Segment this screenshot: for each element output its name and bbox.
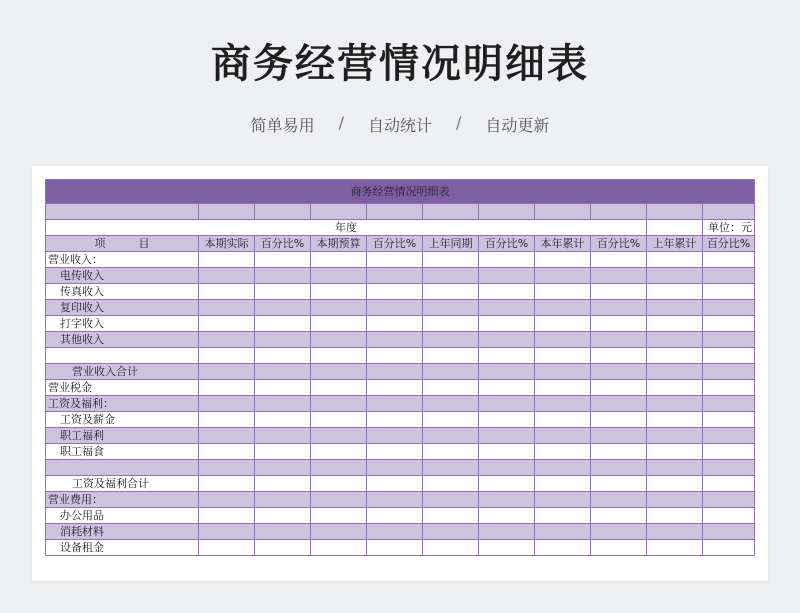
column-header: 上年同期 bbox=[423, 236, 479, 252]
table-cell[interactable] bbox=[367, 492, 423, 508]
table-cell[interactable] bbox=[703, 508, 755, 524]
table-cell[interactable] bbox=[647, 300, 703, 316]
table-cell[interactable] bbox=[311, 460, 367, 476]
table-cell[interactable] bbox=[311, 316, 367, 332]
table-cell[interactable] bbox=[479, 444, 535, 460]
column-header: 百分比% bbox=[703, 236, 755, 252]
table-row bbox=[46, 348, 755, 364]
table-cell[interactable] bbox=[591, 268, 647, 284]
table-cell[interactable] bbox=[311, 396, 367, 412]
table-cell[interactable] bbox=[367, 380, 423, 396]
table-cell[interactable] bbox=[479, 300, 535, 316]
column-header: 百分比% bbox=[591, 236, 647, 252]
table-cell[interactable] bbox=[647, 460, 703, 476]
column-header: 百分比% bbox=[479, 236, 535, 252]
table-cell[interactable] bbox=[535, 204, 591, 220]
table-cell[interactable] bbox=[199, 444, 255, 460]
table-cell[interactable] bbox=[703, 428, 755, 444]
row-label: 其他收入 bbox=[46, 332, 199, 348]
table-cell[interactable] bbox=[647, 332, 703, 348]
table-row bbox=[46, 300, 755, 316]
table-cell[interactable] bbox=[255, 444, 311, 460]
row-label: 电传收入 bbox=[46, 268, 199, 284]
table-cell[interactable] bbox=[423, 444, 479, 460]
row-label: 消耗材料 bbox=[46, 524, 199, 540]
row-label: 办公用品 bbox=[46, 508, 199, 524]
table-cell[interactable] bbox=[647, 540, 703, 556]
table-row bbox=[46, 332, 755, 348]
table-cell[interactable] bbox=[703, 284, 755, 300]
table-cell[interactable] bbox=[703, 364, 755, 380]
table-row bbox=[46, 540, 755, 556]
table-cell[interactable] bbox=[647, 396, 703, 412]
table-cell[interactable] bbox=[423, 396, 479, 412]
table-cell[interactable] bbox=[647, 364, 703, 380]
table-cell[interactable] bbox=[423, 284, 479, 300]
table-banner-title: 商务经营情况明细表 bbox=[46, 180, 755, 204]
table-cell[interactable] bbox=[535, 300, 591, 316]
table-cell[interactable] bbox=[591, 284, 647, 300]
table-cell[interactable] bbox=[423, 332, 479, 348]
table-cell[interactable] bbox=[311, 268, 367, 284]
row-label: 工资及福利合计 bbox=[46, 476, 199, 492]
row-label: 营业收入： bbox=[46, 252, 199, 268]
table-cell[interactable] bbox=[647, 444, 703, 460]
table-cell[interactable] bbox=[535, 508, 591, 524]
table-cell[interactable] bbox=[423, 508, 479, 524]
table-cell[interactable] bbox=[703, 348, 755, 364]
table-cell[interactable] bbox=[367, 332, 423, 348]
row-label: 设备租金 bbox=[46, 540, 199, 556]
table-cell[interactable] bbox=[703, 252, 755, 268]
table-cell[interactable] bbox=[311, 540, 367, 556]
table-cell[interactable] bbox=[423, 364, 479, 380]
table-cell[interactable] bbox=[255, 348, 311, 364]
table-cell[interactable] bbox=[199, 524, 255, 540]
table-cell[interactable] bbox=[479, 396, 535, 412]
table-cell[interactable] bbox=[591, 524, 647, 540]
table-cell[interactable] bbox=[535, 332, 591, 348]
row-label: 营业收入合计 bbox=[46, 364, 199, 380]
table-cell[interactable] bbox=[423, 492, 479, 508]
table-row bbox=[46, 428, 755, 444]
feature-tagline bbox=[0, 113, 800, 136]
table-cell[interactable] bbox=[255, 284, 311, 300]
table-cell[interactable] bbox=[703, 476, 755, 492]
item-column-header: 项 目 bbox=[46, 236, 199, 252]
table-cell[interactable] bbox=[535, 396, 591, 412]
table-cell[interactable] bbox=[591, 444, 647, 460]
table-cell[interactable] bbox=[647, 252, 703, 268]
table-cell[interactable] bbox=[367, 396, 423, 412]
table-cell[interactable] bbox=[647, 492, 703, 508]
table-cell[interactable] bbox=[647, 204, 703, 220]
table-cell[interactable] bbox=[535, 428, 591, 444]
table-cell[interactable] bbox=[535, 364, 591, 380]
table-cell[interactable] bbox=[591, 204, 647, 220]
table-cell[interactable] bbox=[591, 396, 647, 412]
table-cell[interactable] bbox=[703, 396, 755, 412]
table-cell[interactable] bbox=[46, 204, 199, 220]
column-header: 百分比% bbox=[367, 236, 423, 252]
table-cell[interactable] bbox=[367, 252, 423, 268]
table-cell[interactable] bbox=[367, 268, 423, 284]
table-cell[interactable] bbox=[703, 380, 755, 396]
separator: / bbox=[456, 113, 462, 132]
table-cell[interactable] bbox=[479, 204, 535, 220]
table-cell[interactable] bbox=[591, 348, 647, 364]
table-cell[interactable] bbox=[255, 268, 311, 284]
table-cell[interactable] bbox=[479, 380, 535, 396]
table-cell[interactable] bbox=[311, 364, 367, 380]
table-cell[interactable] bbox=[479, 332, 535, 348]
table-cell[interactable] bbox=[255, 524, 311, 540]
table-cell[interactable] bbox=[423, 428, 479, 444]
table-cell[interactable] bbox=[703, 316, 755, 332]
feature-easy: 简单易用 bbox=[250, 116, 315, 135]
table-cell[interactable] bbox=[367, 444, 423, 460]
column-header: 上年累计 bbox=[647, 236, 703, 252]
table-cell[interactable] bbox=[367, 460, 423, 476]
table-cell[interactable] bbox=[255, 492, 311, 508]
table-cell[interactable] bbox=[199, 284, 255, 300]
table-cell[interactable] bbox=[479, 540, 535, 556]
table-cell[interactable] bbox=[199, 268, 255, 284]
table-cell[interactable] bbox=[479, 252, 535, 268]
table-cell[interactable] bbox=[535, 380, 591, 396]
year-label: 年度 bbox=[46, 220, 647, 236]
table-cell[interactable] bbox=[423, 476, 479, 492]
table-cell[interactable] bbox=[311, 412, 367, 428]
table-cell[interactable] bbox=[479, 460, 535, 476]
table-row bbox=[46, 284, 755, 300]
table-cell[interactable] bbox=[367, 412, 423, 428]
blank-row bbox=[46, 204, 755, 220]
separator: / bbox=[338, 113, 344, 132]
row-label: 复印收入 bbox=[46, 300, 199, 316]
table-cell[interactable] bbox=[703, 268, 755, 284]
table-cell[interactable] bbox=[703, 412, 755, 428]
table-cell[interactable] bbox=[479, 428, 535, 444]
table-cell[interactable] bbox=[703, 444, 755, 460]
table-cell[interactable] bbox=[535, 460, 591, 476]
table-cell[interactable] bbox=[311, 204, 367, 220]
table-cell[interactable] bbox=[703, 540, 755, 556]
table-cell[interactable] bbox=[255, 412, 311, 428]
table-row bbox=[46, 268, 755, 284]
row-label: 打字收入 bbox=[46, 316, 199, 332]
table-cell[interactable] bbox=[311, 428, 367, 444]
table-cell[interactable] bbox=[423, 540, 479, 556]
table-cell[interactable] bbox=[255, 252, 311, 268]
table-row bbox=[46, 444, 755, 460]
table-cell[interactable] bbox=[367, 364, 423, 380]
table-row bbox=[46, 396, 755, 412]
table-cell[interactable] bbox=[479, 492, 535, 508]
table-cell[interactable] bbox=[199, 252, 255, 268]
table-cell[interactable] bbox=[199, 476, 255, 492]
table-cell[interactable] bbox=[255, 540, 311, 556]
table-cell[interactable] bbox=[703, 300, 755, 316]
table-row bbox=[46, 412, 755, 428]
unit-label: 单位：元 bbox=[703, 220, 755, 236]
table-row bbox=[46, 508, 755, 524]
table-cell[interactable] bbox=[647, 508, 703, 524]
table-cell[interactable] bbox=[647, 284, 703, 300]
table-cell[interactable] bbox=[535, 268, 591, 284]
table-cell[interactable] bbox=[423, 204, 479, 220]
table-cell[interactable] bbox=[367, 540, 423, 556]
feature-auto-stats: 自动统计 bbox=[367, 116, 432, 135]
table-cell[interactable] bbox=[479, 316, 535, 332]
table-row bbox=[46, 460, 755, 476]
table-cell[interactable] bbox=[199, 460, 255, 476]
table-cell[interactable] bbox=[535, 476, 591, 492]
table-cell[interactable] bbox=[255, 476, 311, 492]
table-cell[interactable] bbox=[311, 332, 367, 348]
table-cell[interactable] bbox=[703, 460, 755, 476]
table-cell[interactable] bbox=[367, 508, 423, 524]
table-cell[interactable] bbox=[255, 364, 311, 380]
table-row bbox=[46, 476, 755, 492]
table-cell[interactable] bbox=[535, 412, 591, 428]
table-cell[interactable] bbox=[591, 332, 647, 348]
page-title: 商务经营情况明细表 bbox=[211, 41, 589, 87]
row-label: 营业税金 bbox=[46, 380, 199, 396]
table-cell[interactable] bbox=[311, 492, 367, 508]
table-cell[interactable] bbox=[535, 524, 591, 540]
table-cell[interactable] bbox=[255, 460, 311, 476]
table-cell[interactable] bbox=[311, 444, 367, 460]
table-cell[interactable] bbox=[647, 268, 703, 284]
table-cell[interactable] bbox=[311, 508, 367, 524]
table-cell[interactable] bbox=[479, 476, 535, 492]
table-cell[interactable] bbox=[199, 492, 255, 508]
spreadsheet-card bbox=[32, 166, 768, 581]
table-cell[interactable] bbox=[367, 524, 423, 540]
table-cell[interactable] bbox=[367, 316, 423, 332]
table-cell[interactable] bbox=[311, 380, 367, 396]
column-header-row bbox=[46, 236, 755, 252]
table-cell[interactable] bbox=[367, 476, 423, 492]
table-cell[interactable] bbox=[423, 348, 479, 364]
table-cell[interactable] bbox=[591, 300, 647, 316]
table-cell[interactable] bbox=[423, 316, 479, 332]
column-header: 本年累计 bbox=[535, 236, 591, 252]
table-cell[interactable] bbox=[199, 300, 255, 316]
row-label: 营业费用： bbox=[46, 492, 199, 508]
table-cell[interactable] bbox=[591, 412, 647, 428]
row-label: 职工福食 bbox=[46, 444, 199, 460]
table-cell[interactable] bbox=[479, 364, 535, 380]
row-label bbox=[46, 460, 199, 476]
row-label: 职工福利 bbox=[46, 428, 199, 444]
table-cell[interactable] bbox=[255, 332, 311, 348]
table-cell[interactable] bbox=[647, 380, 703, 396]
table-cell[interactable] bbox=[591, 380, 647, 396]
table-cell[interactable] bbox=[647, 348, 703, 364]
table-cell[interactable] bbox=[647, 524, 703, 540]
table-cell[interactable] bbox=[199, 412, 255, 428]
table-cell[interactable] bbox=[479, 412, 535, 428]
column-header: 本期预算 bbox=[311, 236, 367, 252]
table-cell[interactable] bbox=[479, 268, 535, 284]
table-cell[interactable] bbox=[255, 428, 311, 444]
table-cell[interactable] bbox=[311, 476, 367, 492]
table-cell[interactable] bbox=[311, 284, 367, 300]
table-cell[interactable] bbox=[255, 508, 311, 524]
table-cell[interactable] bbox=[199, 332, 255, 348]
table-cell[interactable] bbox=[423, 412, 479, 428]
table-cell[interactable] bbox=[199, 316, 255, 332]
table-cell[interactable] bbox=[703, 204, 755, 220]
table-row bbox=[46, 252, 755, 268]
table-cell[interactable] bbox=[647, 412, 703, 428]
column-header: 本期实际 bbox=[199, 236, 255, 252]
table-cell[interactable] bbox=[199, 508, 255, 524]
table-cell[interactable] bbox=[479, 348, 535, 364]
table-cell[interactable] bbox=[367, 348, 423, 364]
table-cell[interactable] bbox=[535, 252, 591, 268]
table-cell[interactable] bbox=[703, 524, 755, 540]
table-cell[interactable] bbox=[591, 364, 647, 380]
table-cell[interactable] bbox=[199, 428, 255, 444]
table-cell[interactable] bbox=[647, 316, 703, 332]
table-cell[interactable] bbox=[367, 284, 423, 300]
table-cell[interactable] bbox=[703, 492, 755, 508]
table-cell[interactable] bbox=[199, 540, 255, 556]
table-cell[interactable] bbox=[647, 428, 703, 444]
row-label: 传真收入 bbox=[46, 284, 199, 300]
table-cell[interactable] bbox=[479, 508, 535, 524]
table-cell[interactable] bbox=[423, 252, 479, 268]
table-cell[interactable] bbox=[591, 316, 647, 332]
table-cell[interactable] bbox=[591, 508, 647, 524]
feature-auto-update: 自动更新 bbox=[485, 116, 550, 135]
table-cell[interactable] bbox=[199, 364, 255, 380]
table-cell[interactable] bbox=[367, 428, 423, 444]
year-row bbox=[46, 220, 755, 236]
row-label bbox=[46, 348, 199, 364]
table-cell[interactable] bbox=[591, 252, 647, 268]
table-cell[interactable] bbox=[199, 204, 255, 220]
table-cell[interactable] bbox=[535, 444, 591, 460]
table-cell[interactable] bbox=[591, 492, 647, 508]
table-row bbox=[46, 524, 755, 540]
table-cell[interactable] bbox=[423, 268, 479, 284]
row-label: 工资及福利： bbox=[46, 396, 199, 412]
table-cell[interactable] bbox=[591, 460, 647, 476]
table-row bbox=[46, 364, 755, 380]
table-cell[interactable] bbox=[591, 428, 647, 444]
table-cell[interactable] bbox=[591, 476, 647, 492]
table-cell[interactable] bbox=[255, 380, 311, 396]
table-cell[interactable] bbox=[255, 316, 311, 332]
table-cell[interactable] bbox=[479, 524, 535, 540]
table-cell[interactable] bbox=[703, 332, 755, 348]
row-label: 工资及薪金 bbox=[46, 412, 199, 428]
table-cell[interactable] bbox=[311, 252, 367, 268]
table-cell[interactable] bbox=[199, 396, 255, 412]
table-cell[interactable] bbox=[255, 300, 311, 316]
table-cell[interactable] bbox=[311, 524, 367, 540]
table-cell[interactable] bbox=[535, 316, 591, 332]
table-cell[interactable] bbox=[311, 348, 367, 364]
table-row bbox=[46, 316, 755, 332]
table-cell[interactable] bbox=[199, 380, 255, 396]
table-cell[interactable] bbox=[423, 300, 479, 316]
table-cell[interactable] bbox=[423, 380, 479, 396]
table-cell[interactable] bbox=[535, 348, 591, 364]
table-cell[interactable] bbox=[367, 300, 423, 316]
table-cell[interactable] bbox=[199, 348, 255, 364]
table-row bbox=[46, 380, 755, 396]
table-row bbox=[46, 492, 755, 508]
table-cell[interactable] bbox=[423, 524, 479, 540]
table-cell[interactable] bbox=[647, 220, 703, 236]
table-cell[interactable] bbox=[591, 540, 647, 556]
table-cell[interactable] bbox=[255, 204, 311, 220]
table-cell[interactable] bbox=[535, 284, 591, 300]
table-cell[interactable] bbox=[535, 492, 591, 508]
column-header: 百分比% bbox=[255, 236, 311, 252]
table-cell[interactable] bbox=[367, 204, 423, 220]
table-cell[interactable] bbox=[479, 284, 535, 300]
table-cell[interactable] bbox=[423, 460, 479, 476]
business-detail-table bbox=[45, 179, 755, 556]
table-cell[interactable] bbox=[255, 396, 311, 412]
table-cell[interactable] bbox=[535, 540, 591, 556]
table-cell[interactable] bbox=[647, 476, 703, 492]
table-cell[interactable] bbox=[311, 300, 367, 316]
